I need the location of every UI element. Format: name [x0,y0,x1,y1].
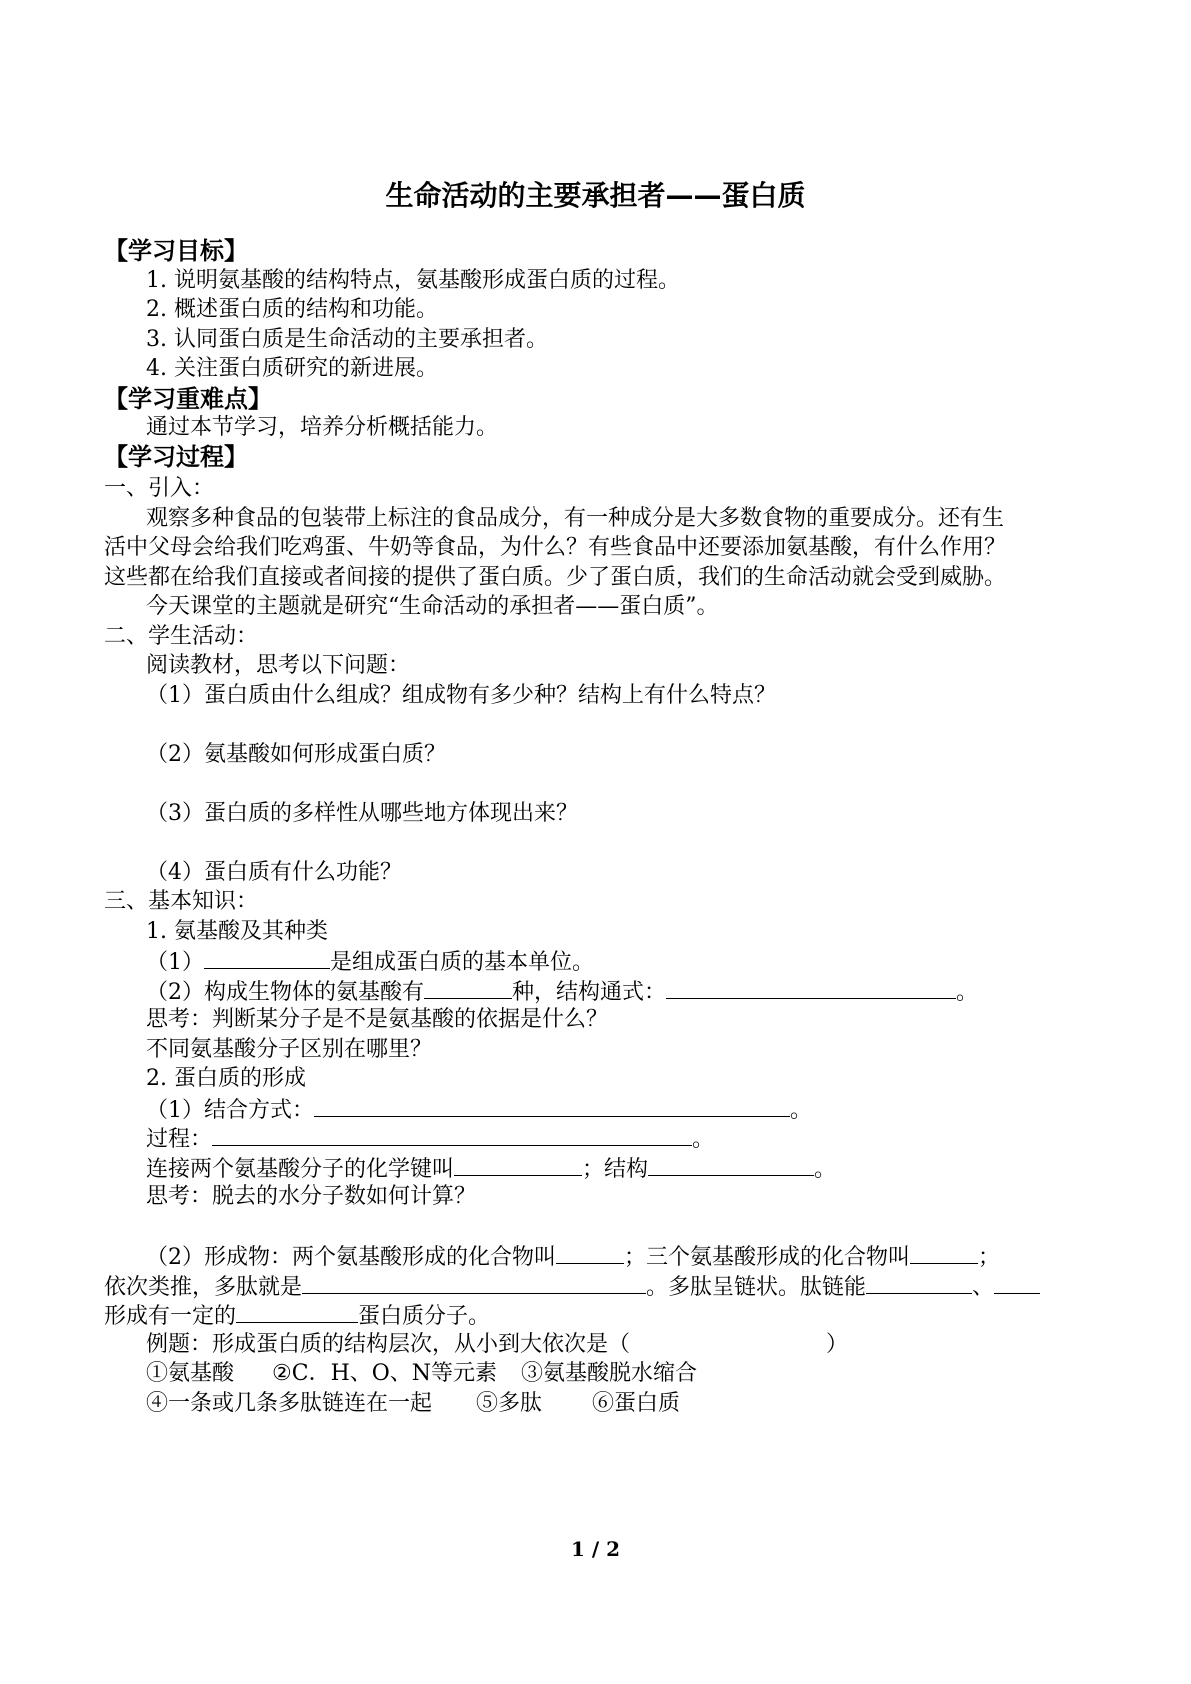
think-2: 不同氨基酸分子区别在哪里？ [146,1037,433,1062]
activity-label: 二、学生活动： [104,624,259,649]
text: ；结构 [582,1157,649,1182]
fill-blank[interactable] [302,1271,646,1294]
text: 依次类推，多肽就是 [104,1275,303,1300]
text: ；三个氨基酸形成的化合物叫 [624,1245,911,1270]
example-options-row-2 [146,1389,680,1419]
text: 种，结构通式： [512,980,667,1005]
section2-para2-line2 [104,1271,1040,1303]
section2-para2-line3 [104,1300,490,1332]
fill-blank[interactable] [648,1153,814,1176]
section1-line1 [146,946,594,978]
fill-blank[interactable] [314,1094,790,1117]
text: 例题：形成蛋白质的结构层次，从小到大依次是（ [146,1332,631,1357]
intro-line-1: 观察多种食品的包装带上标注的食品成分，有一种成分是大多数食物的重要成分。还有生 [146,506,1005,531]
text: 。 [692,1127,715,1152]
option-5: ⑤多肽 [476,1391,543,1416]
intro-line-3: 这些都在给我们直接或者间接的提供了蛋白质。少了蛋白质，我们的生命活动就会受到威胁。 [104,565,1007,590]
example-question [146,1330,848,1360]
question-2: （2）氨基酸如何形成蛋白质？ [146,742,446,767]
goal-item-2: 2. 概述蛋白质的结构和功能。 [146,297,438,322]
fill-blank[interactable] [204,946,330,969]
fill-blank[interactable] [556,1241,624,1264]
text: （2）形成物：两个氨基酸形成的化合物叫 [146,1245,556,1270]
example-options-row-1 [146,1359,697,1389]
fill-blank[interactable] [236,1300,358,1323]
text: （2）构成生物体的氨基酸有 [146,980,424,1005]
goal-item-4: 4. 关注蛋白质研究的新进展。 [146,356,438,381]
text: 形成有一定的 [104,1304,237,1329]
option-6: ⑥蛋白质 [592,1391,681,1416]
document-title: 生命活动的主要承担者——蛋白质 [385,179,806,212]
intro-label: 一、引入： [104,476,215,501]
question-1: （1）蛋白质由什么组成？组成物有多少种？结构上有什么特点？ [146,683,776,708]
fill-blank[interactable] [454,1153,582,1176]
section2-title: 2. 蛋白质的形成 [146,1066,306,1091]
fill-blank[interactable] [994,1271,1040,1294]
fill-blank[interactable] [866,1271,972,1294]
page-number: 1 / 2 [570,1537,621,1561]
text: 、 [972,1275,995,1300]
intro-line-2: 活中父母会给我们吃鸡蛋、牛奶等食品，为什么？有些食品中还要添加氨基酸，有什么作用？ [104,535,1007,560]
option-3: ③氨基酸脱水缩合 [521,1361,698,1386]
fill-blank[interactable] [424,976,512,999]
think-3: 思考：脱去的水分子数如何计算？ [146,1184,477,1209]
fill-blank[interactable] [666,976,956,999]
text: 。 [814,1157,837,1182]
text: 。 [956,980,979,1005]
text: ； [978,1245,1001,1270]
section1-line2 [146,976,978,1008]
option-4: ④一条或几条多肽链连在一起 [146,1391,433,1416]
option-2: ②C．H、O、N等元素 [272,1361,498,1386]
text: 连接两个氨基酸分子的化学键叫 [146,1157,455,1182]
key-text: 通过本节学习，培养分析概括能力。 [146,415,499,440]
text: （1） [146,950,204,975]
section2-line2 [146,1123,714,1155]
text: 是组成蛋白质的基本单位。 [330,950,595,975]
text: 。 [790,1098,813,1123]
goal-item-3: 3. 认同蛋白质是生命活动的主要承担者。 [146,327,548,352]
process-heading: 【学习过程】 [104,443,248,471]
section2-line1 [146,1094,812,1126]
section1-title: 1. 氨基酸及其种类 [146,919,328,944]
text: ） [826,1332,849,1357]
text: 。多肽呈链状。肽链能 [646,1275,867,1300]
text: 蛋白质分子。 [358,1304,491,1329]
text: （1）结合方式： [146,1098,314,1123]
text: 过程： [146,1127,213,1152]
intro-line-4: 今天课堂的主题就是研究“生命活动的承担者——蛋白质”。 [146,594,719,619]
key-heading: 【学习重难点】 [104,385,272,413]
fill-blank[interactable] [212,1123,692,1146]
question-4: （4）蛋白质有什么功能？ [146,860,402,885]
question-3: （3）蛋白质的多样性从哪些地方体现出来？ [146,801,578,826]
fill-blank[interactable] [910,1241,978,1264]
section2-para2-line1 [146,1241,1000,1273]
goal-item-1: 1. 说明氨基酸的结构特点，氨基酸形成蛋白质的过程。 [146,268,680,293]
option-1: ①氨基酸 [146,1361,235,1386]
basic-label: 三、基本知识： [104,889,259,914]
think-1: 思考：判断某分子是不是氨基酸的依据是什么？ [146,1007,609,1032]
goals-heading: 【学习目标】 [104,237,248,265]
activity-intro: 阅读教材，思考以下问题： [146,653,411,678]
section2-line3 [146,1153,836,1185]
